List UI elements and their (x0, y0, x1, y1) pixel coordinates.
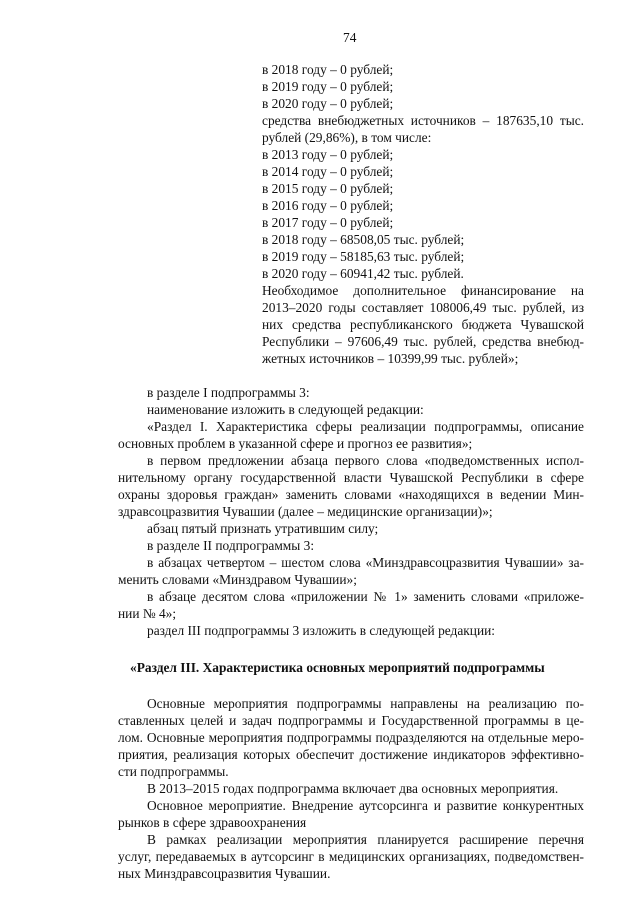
amendment-line: в абзацах четвертом – шестом слова «Минздравсоцразвития Чувашии» за- (147, 555, 584, 570)
amendment-line: в первом предложении абзаца первого слова «подведомственных испол- (147, 453, 584, 468)
amendment-line: в абзаце десятом слова «приложении № 1» заменить словами «приложе- (147, 589, 584, 604)
section-line: лом. Основные мероприятия подпрограммы подразделяются на отдельные меро- (118, 730, 584, 745)
section-line: рынков в сфере здравоохранения (118, 815, 307, 830)
budget-line: 2013–2020 годы составляет 108006,49 тыс. рублей, из (262, 300, 584, 315)
budget-line: в 2019 году – 0 рублей; (262, 79, 394, 94)
amendment-line: менить словами «Минздравом Чувашии»; (118, 572, 357, 587)
amendment-line: абзац пятый признать утратившим силу; (147, 521, 379, 536)
section-line: Основные мероприятия подпрограммы направлены на реализацию по- (147, 696, 584, 711)
amendment-line: наименование изложить в следующей редакции: (147, 402, 424, 417)
section-heading: «Раздел III. Характеристика основных мероприятий подпрограммы (130, 660, 545, 675)
budget-line: в 2018 году – 0 рублей; (262, 62, 394, 77)
amendment-line: нии № 4»; (118, 606, 177, 621)
amendment-line: нительному органу государственной власти Чувашской Республики в сфере (118, 470, 584, 485)
section-line: приятия, реализация которых обеспечит достижение индикаторов эффективно- (118, 747, 584, 762)
section-line: Основное мероприятие. Внедрение аутсорсинга и развитие конкурентных (147, 798, 584, 813)
budget-line: в 2020 году – 0 рублей; (262, 96, 394, 111)
budget-line: них средства республиканского бюджета Чувашской (262, 317, 584, 332)
section-line: ных Минздравсоцразвития Чувашии. (118, 866, 331, 881)
budget-line: в 2019 году – 58185,63 тыс. рублей; (262, 249, 465, 264)
budget-line: в 2017 году – 0 рублей; (262, 215, 394, 230)
budget-line: в 2014 году – 0 рублей; (262, 164, 394, 179)
budget-line: в 2018 году – 68508,05 тыс. рублей; (262, 232, 465, 247)
budget-line: жетных источников – 10399,99 тыс. рублей»; (262, 351, 519, 366)
amendment-line: основных проблем в указанной сфере и прогноз ее развития»; (118, 436, 473, 451)
budget-line: в 2013 году – 0 рублей; (262, 147, 394, 162)
section-line: В 2013–2015 годах подпрограмма включает два основных мероприятия. (147, 781, 559, 796)
page-number: 74 (343, 30, 357, 45)
amendment-line: «Раздел I. Характеристика сферы реализации подпрограммы, описание (147, 419, 584, 434)
section-line: услуг, передаваемых в аутсорсинг в медицинских организациях, подведомствен- (118, 849, 584, 864)
budget-line: в 2020 году – 60941,42 тыс. рублей. (262, 266, 464, 281)
budget-line: рублей (29,86%), в том числе: (262, 130, 432, 145)
section-line: В рамках реализации мероприятия планируется расширение перечня (147, 832, 584, 847)
amendment-line: раздел III подпрограммы 3 изложить в следующей редакции: (147, 623, 496, 638)
amendment-line: здравсоцразвития Чувашии (далее – медицинские организации)»; (118, 504, 493, 519)
amendment-line: в разделе I подпрограммы 3: (147, 385, 310, 400)
budget-line: средства внебюджетных источников – 187635,10 тыс. (262, 113, 584, 128)
amendment-line: охраны здоровья граждан» заменить словами «находящихся в ведении Мин- (118, 487, 584, 502)
budget-line: в 2016 году – 0 рублей; (262, 198, 394, 213)
amendment-line: в разделе II подпрограммы 3: (147, 538, 315, 553)
budget-line: Республики – 97606,49 тыс. рублей, средства внебюд- (262, 334, 584, 349)
section-line: ставленных целей и задач подпрограммы и Государственной программы в це- (118, 713, 584, 728)
budget-line: в 2015 году – 0 рублей; (262, 181, 394, 196)
budget-line: Необходимое дополнительное финансирование на (262, 283, 584, 298)
section-line: сти подпрограммы. (118, 764, 229, 779)
